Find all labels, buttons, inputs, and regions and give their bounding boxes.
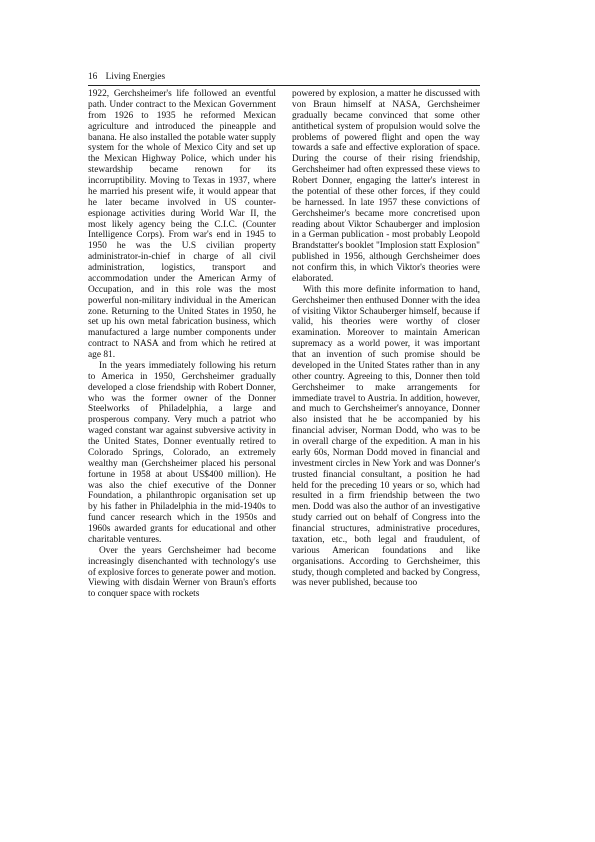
page-number: 16 — [88, 72, 98, 82]
paragraph: With this more definite information to hand, Gerchsheimer then enthused Donner with the idea of visiting Viktor Schauberger himself, because if valid, his theories were worthy of closer examination. Moreover to maintain American supremacy as a world power, it was important that an invention of such promise should be developed in the United States rather than in any other country. Agreeing to this, Donner then told Gerchsheimer to make arrangements for immediate travel to Austria. In addition, however, and much to Gerchsheimer's annoyance, Donner also insisted that he be accompanied by his financial adviser, Norman Dodd, who was to be in overall charge of the expedition. A man in his early 60s, Norman Dodd moved in financial and investment circles in New York and was Donner's trusted financial consultant, a position he had held for the preceding 10 years or so, which had resulted in a firm friendship between the two men. Dodd was also the author of an investigative study carried out on behalf of Congress into the financial structures, administrative procedures, taxation, etc., both legal and fraudulent, of various American foundations and like organisations. According to Gerchsheimer, this study, though completed and backed by Congress, was never published, because too — [292, 284, 480, 589]
paragraph: In the years immediately following his return to America in 1950, Gerchsheimer gradually developed a close friendship with Robert Donner, who was the former owner of the Donner Steelworks of Philadelphia, a large and prosperous company. Very much a patriot who waged constant war against subversive activity in the United States, Donner eventually retired to Colorado Springs, Colorado, an extremely wealthy man (Gerchsheimer placed his personal fortune in 1958 at about US$400 million). He was also the chief executive of the Donner Foundation, a philanthropic organisation set up by his father in Philadelphia in the mid-1940s to fund cancer research which in the 1950s and 1960s awarded grants for educational and other charitable ventures. — [88, 360, 276, 545]
paragraph: 1922, Gerchsheimer's life followed an eventful path. Under contract to the Mexican Government from 1926 to 1935 he reformed Mexican agriculture and introduced the pineapple and banana. He also installed the potable water supply system for the whole of Mexico City and set up the Mexican Highway Police, which under his stewardship became renown for its incorruptibility. Moving to Texas in 1937, where he married his present wife, it would appear that he later became involved in US counter-espionage activities during World War II, the most likely agency being the C.I.C. (Counter Intelligence Corps). From war's end in 1945 to 1950 he was the U.S civilian property administrator-in-chief in charge of all civil administration, logistics, transport and accommodation under the American Army of Occupation, and in this role was the most powerful non-military individual in the American zone. Returning to the United States in 1950, he set up his own metal fabrication business, which manufactured a large number components under contract to NASA and from which he retired at age 81. — [88, 89, 276, 360]
header-rule — [88, 85, 480, 86]
left-column — [88, 89, 276, 600]
running-title: Living Energies — [105, 72, 166, 82]
paragraph: Over the years Gerchsheimer had become increasingly disenchanted with technology's use of explosive forces to generate power and motion. Viewing with disdain Werner von Braun's efforts to conquer space with rockets — [88, 545, 276, 600]
right-column — [292, 89, 480, 589]
running-head — [88, 72, 480, 83]
paragraph: powered by explosion, a matter he discussed with von Braun himself at NASA, Gerchsheimer gradually became convinced that some other antithetical system of propulsion would solve the problems of powered flight and open the way towards a safe and effective exploration of space. During the course of their rising friendship, Gerchsheimer had often expressed these views to Robert Donner, engaging the latter's interest in the potential of these other forces, if they could be harnessed. In late 1957 these convictions of Gerchsheimer's became more concretised upon reading about Viktor Schauberger and implosion in a German publication - most probably Leopold Brandstatter's booklet "Implosion statt Explosion" published in 1956, although Gerchsheimer does not confirm this, in which Viktor's theories were elaborated. — [292, 89, 480, 284]
